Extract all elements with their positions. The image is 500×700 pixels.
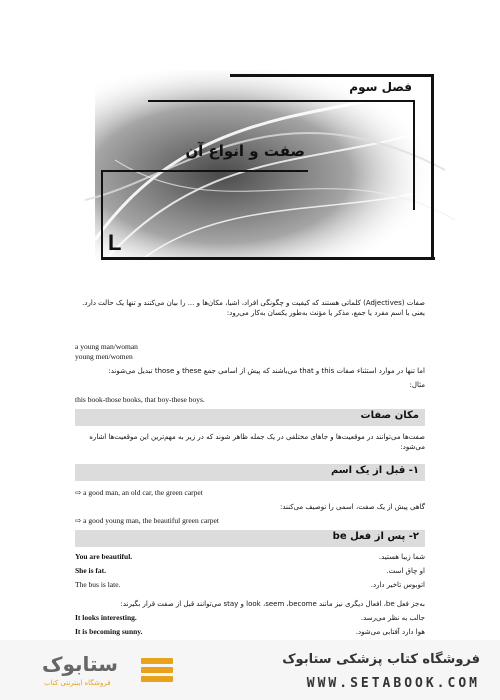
frame-line: [148, 100, 415, 102]
intro-paragraph: صفات (Adjectives) کلماتی هستند که کیفیت و چگونگی افراد، اشیا، مکان‌ها و ... را بیان می‌کنند و تنها یک حالت دارد. یعنی با اسم مفرد یا جمع، مذکر یا مؤنث به‌طور یکسان به‌کار می‌رود:: [82, 299, 425, 317]
example-fa: شما زیبا هستید.: [378, 553, 425, 561]
subsection-heading-band: [75, 530, 425, 547]
subsection-heading-band: [75, 464, 425, 481]
example-en: It is becoming sunny.: [75, 627, 143, 636]
example-en: You are beautiful.: [75, 552, 133, 561]
example-line: a young man/woman: [75, 342, 138, 351]
chapter-letter: L: [108, 230, 122, 255]
example-fa: اتوبوس تاخیر دارد.: [370, 581, 425, 589]
section-heading: مکان صفات: [360, 410, 419, 421]
logo[interactable]: [22, 652, 182, 692]
intro-paragraph-2: اما تنها در موارد استثناء صفات this و that می‌باشند که پیش از اسامی جمع these و those تبدیل می‌شوند:: [108, 367, 425, 375]
example-en: The bus is late.: [75, 580, 121, 589]
logo-subtitle: فروشگاه اینترنتی کتاب: [44, 679, 111, 687]
example-fa: او چاق است.: [386, 567, 425, 575]
example-fa: هوا دارد آفتابی می‌شود.: [355, 628, 425, 636]
frame-line: [413, 100, 415, 210]
example-en: She is fat.: [75, 566, 107, 575]
frame-line: [230, 74, 434, 77]
logo-text: ستابوک: [42, 652, 118, 676]
frame-line: [101, 170, 308, 172]
example-line: ⇨ a good young man, the beautiful green carpet: [75, 516, 219, 525]
note-text: به‌جز فعل be، افعال دیگری نیز مانند look ،seem ،become و stay می‌توانند قبل از صفت قرار بگیرند:: [120, 600, 425, 608]
chapter-label: فصل سوم: [349, 80, 412, 94]
note-text: گاهی پیش از یک صفت، اسمی را توصیف می‌کنند:: [280, 503, 425, 511]
book-stack-icon: [137, 654, 177, 688]
frame-line: [101, 257, 435, 260]
example-en: It looks interesting.: [75, 613, 137, 622]
subsection-heading: ۲- پس از فعل be: [332, 531, 419, 542]
frame-line: [101, 170, 103, 259]
frame-line: [431, 74, 434, 258]
section-paragraph: صفت‌ها می‌توانند در موقعیت‌ها و جاهای مختلفی در یک جمله ظاهر شوند که در زیر به مهم‌ترین این موقعیت‌ها اشاره می‌شود:: [89, 433, 425, 451]
example-label: مثال:: [409, 381, 425, 389]
example-line: young men/women: [75, 352, 133, 361]
store-url[interactable]: WWW.SETABOOK.COM: [306, 676, 480, 691]
footer-banner: [0, 640, 500, 700]
store-name: فروشگاه کتاب پزشکی ستابوک: [282, 652, 480, 667]
section-heading-band: [75, 409, 425, 426]
subsection-heading: ۱- قبل از یک اسم: [330, 465, 419, 476]
example-line: ⇨ a good man, an old car, the green carpet: [75, 488, 203, 497]
example-line: this book-those books, that boy-these boys.: [75, 395, 205, 404]
chapter-title: صفت و انواع آن: [185, 142, 305, 160]
example-fa: جالب به نظر می‌رسد.: [360, 614, 425, 622]
